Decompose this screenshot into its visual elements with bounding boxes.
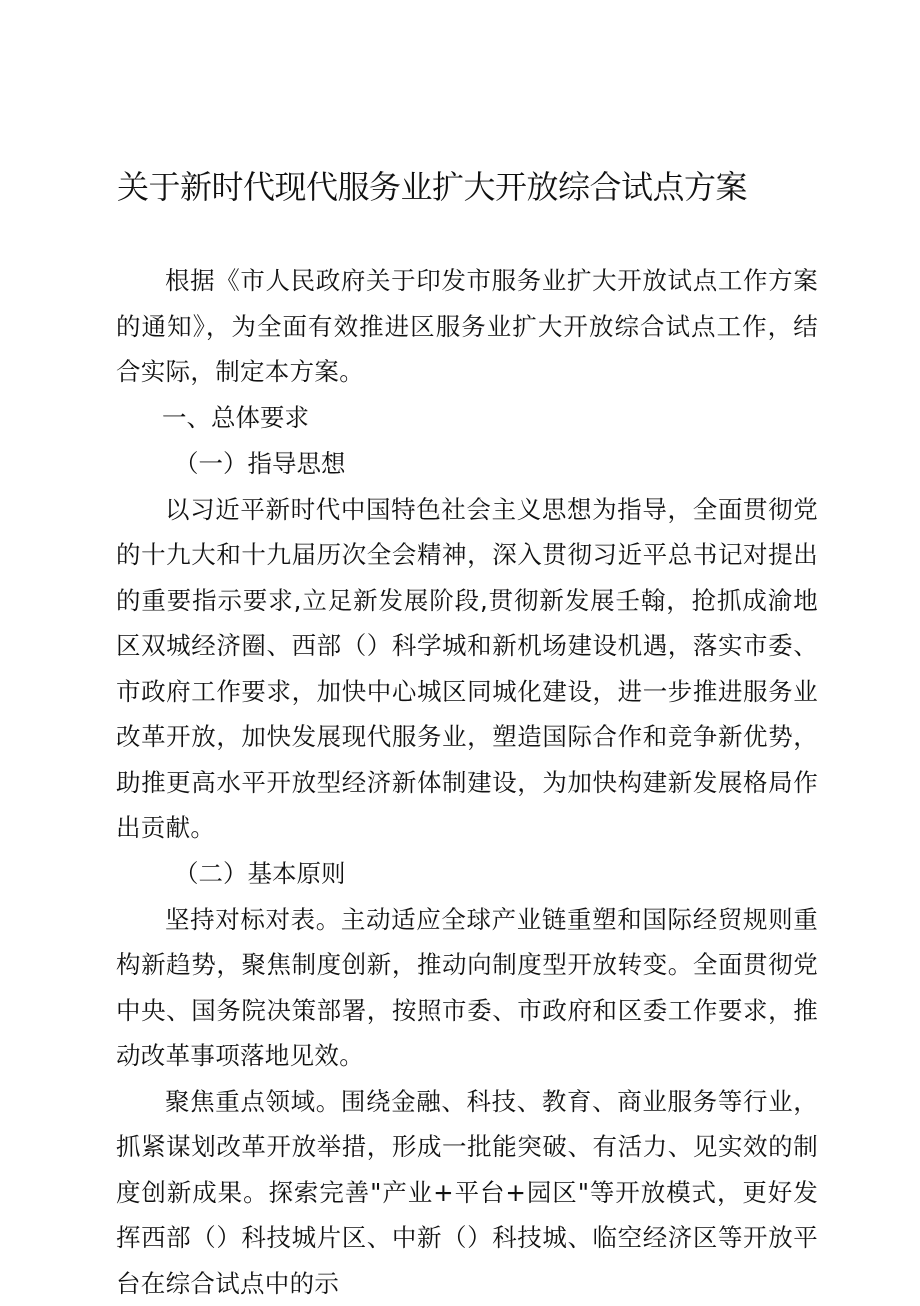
principle-paragraph-benchmarking: 坚持对标对表。主动适应全球产业链重塑和国际经贸规则重构新趋势，聚焦制度创新，推动向制度型开放转变。全面贯彻党中央、国务院决策部署，按照市委、市政府和区委工作要求，推动改革事项落地见效。 xyxy=(116,897,818,1079)
section-heading-overall-requirements: 一、总体要求 xyxy=(116,395,818,441)
document-body xyxy=(116,258,818,1306)
principle-paragraph-key-areas: 聚焦重点领域。围绕金融、科技、教育、商业服务等行业，抓紧谋划改革开放举措，形成一批能突破、有活力、见实效的制度创新成果。探索完善"产业+平台+园区"等开放模式，更好发挥西部（）科技城片区、中新（）科技城、临空经济区等开放平台在综合试点中的示 xyxy=(116,1079,818,1306)
subsection-heading-guiding-ideology: （一）指导思想 xyxy=(116,441,818,487)
subsection-heading-basic-principles: （二）基本原则 xyxy=(116,851,818,897)
document-title: 关于新时代现代服务业扩大开放综合试点方案 xyxy=(117,163,817,211)
guiding-ideology-paragraph: 以习近平新时代中国特色社会主义思想为指导，全面贯彻党的十九大和十九届历次全会精神，深入贯彻习近平总书记对提出的重要指示要求,立足新发展阶段,贯彻新发展壬翰，抢抓成渝地区双城经济圈、西部（）科学城和新机场建设机遇，落实市委、市政府工作要求，加快中心城区同城化建设，进一步推进服务业改革开放，加快发展现代服务业，塑造国际合作和竞争新优势，助推更高水平开放型经济新体制建设，为加快构建新发展格局作出贡献。 xyxy=(116,487,818,851)
intro-paragraph: 根据《市人民政府关于印发市服务业扩大开放试点工作方案的通知》，为全面有效推进区服务业扩大开放综合试点工作，结合实际，制定本方案。 xyxy=(116,258,818,395)
